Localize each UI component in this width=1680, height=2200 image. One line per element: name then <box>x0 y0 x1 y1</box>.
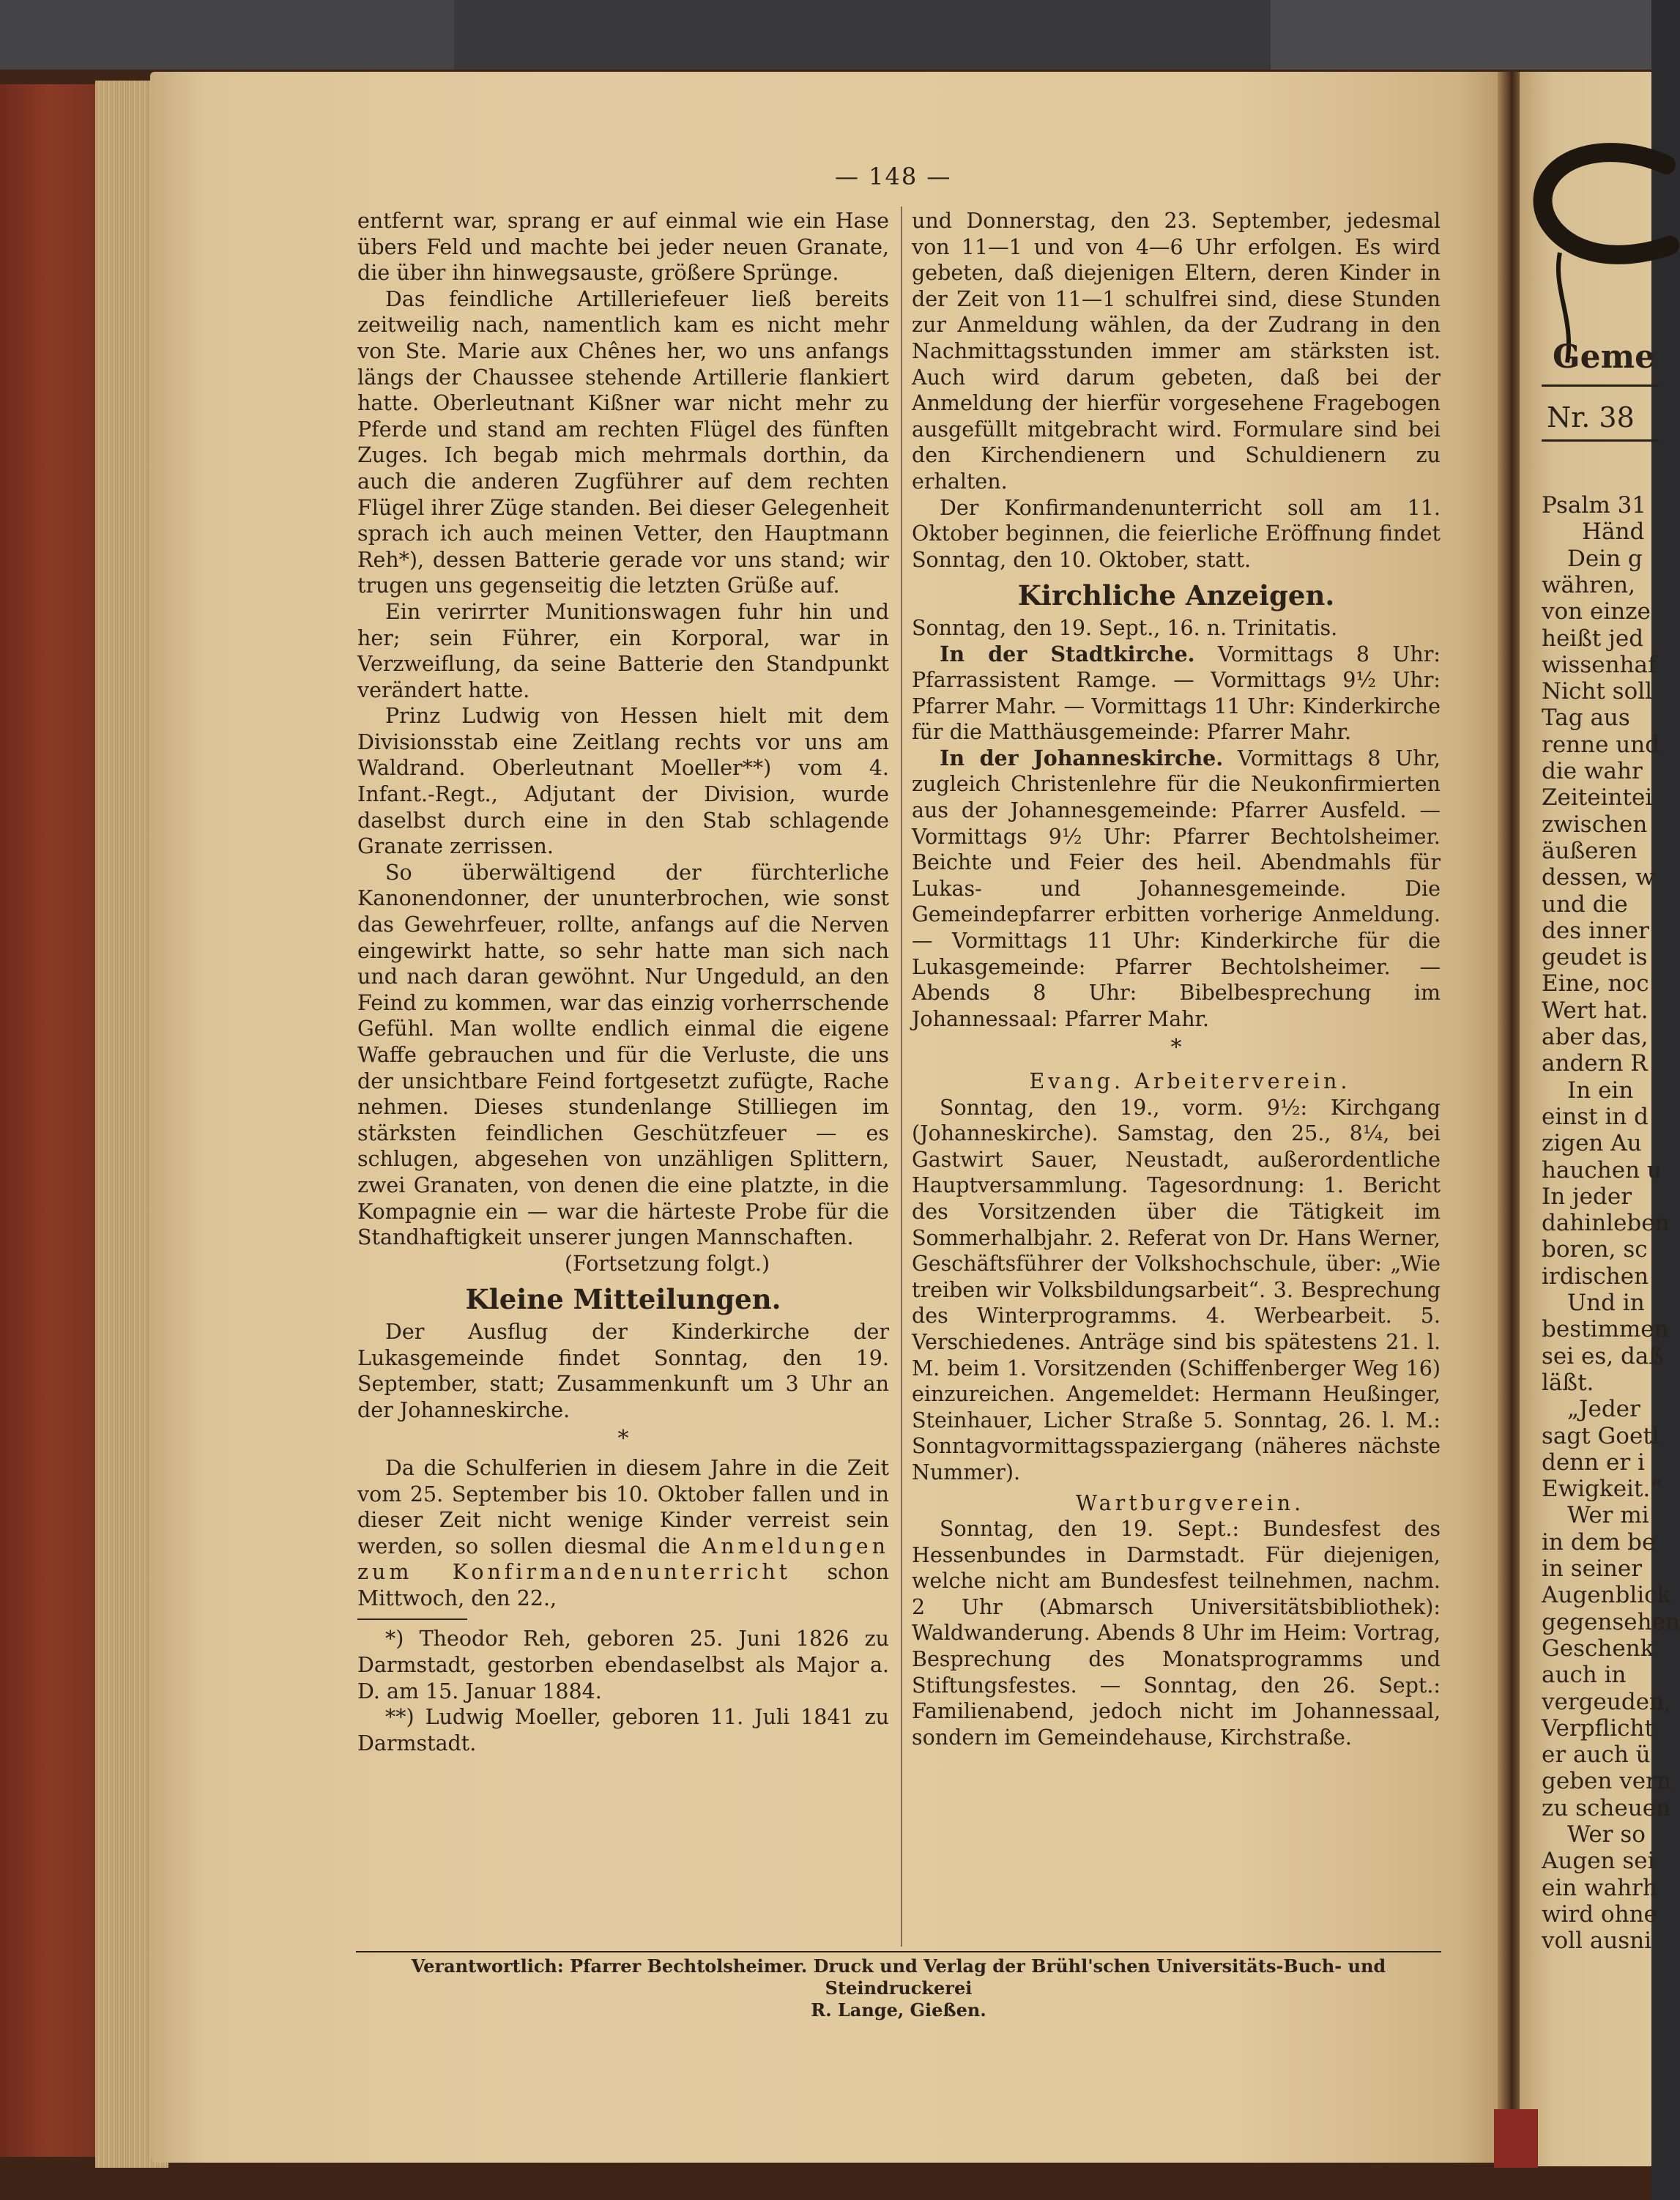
next-page-line: zwischen <box>1542 811 1648 838</box>
johanneskirche-entry <box>912 746 1441 1033</box>
johanneskirche-text: Vormittags 8 Uhr, zugleich Christenlehre für die Neukonfirmierten aus der Johannesgemeinde: Pfarrer Ausfeld. — Vormittags 9½ Uhr: Pfarrer Bechtolsheimer. Beichte und Feier des heil. Abendmahls für Lukas- und Johannesgemeinde. Die Gemeindepfarrer erbitten vorherige Anmeldung. — Vormittags 11 Uhr: Kinderkirche für die Lukasgemeinde: Pfarrer Bechtolsheimer. — Abends 8 Uhr: Bibelbesprechung im Johannessaal: Pfarrer Mahr. <box>912 746 1441 1031</box>
johanneskirche-label: In der Johanneskirche. <box>940 745 1224 770</box>
next-page-line: „Jeder <box>1567 1396 1640 1423</box>
imprint-rule <box>356 1951 1441 1952</box>
konfirmanden-continued: und Donnerstag, den 23. September, jedesmal von 11—1 und von 4—6 Uhr erfolgen. Es wird gebeten, daß diejenigen Eltern, deren Kinder in der Zeit von 11—1 schulfrei sind, diese Stunden zur Anmeldung wählen, da der Zudrang in den Nachmittagsstunden immer am stärksten ist. Auch wird darum gebeten, daß bei der Anmeldung der hierfür vorgesehene Fragebogen ausgefüllt mitgebracht wird. Formulare sind bei den Kirchendienern und Schuldienern zu erhalten. <box>912 209 1441 494</box>
next-page-line: Wer so <box>1567 1821 1646 1848</box>
stadtkirche-entry <box>912 642 1441 746</box>
page-number: — 148 — <box>835 163 952 190</box>
kirchliche-heading: Kirchliche Anzeigen. <box>1017 579 1335 612</box>
konfirmanden-start: Der Konfirmandenunterricht soll am 11. Oktober beginnen, die feierliche Eröffnung findet Sonntag, den 10. Oktober, statt. <box>912 495 1441 572</box>
next-page-rule-bottom <box>1542 439 1659 442</box>
next-page-line: gegensehen <box>1542 1608 1680 1635</box>
left-paragraph: Das feindliche Artilleriefeuer ließ bereits zeitweilig nach, namentlich kam es nicht mehr von Ste. Marie aux Chênes her, wo uns anfangs längs der Chaussee stehende Artillerie flankiert hatte. Oberleutnant Kißner war nicht mehr zu Pferde und stand am rechten Flügel des fünften Zuges. Ich begab mich mehrmals dorthin, da auch die anderen Zugführer auf dem rechten Flügel ihrer Züge standen. Bei dieser Gelegenheit sprach ich auch meinen Vetter, den Hauptmann Reh*), dessen Batterie gerade vor uns stand; wir trugen uns gegenseitig die letzten Grüße auf. <box>357 286 889 598</box>
next-page-line: aber das, <box>1542 1024 1649 1050</box>
footnote-1: *) Theodor Reh, geboren 25. Juni 1826 zu Darmstadt, gestorben ebendaselbst als Major a. D. am 15. Januar 1884. <box>357 1627 889 1703</box>
background-top <box>0 0 1651 73</box>
next-page-line: in dem be <box>1542 1528 1656 1556</box>
next-page-line: er auch ü <box>1542 1742 1651 1769</box>
next-page-line: Geschenk <box>1542 1635 1654 1662</box>
separator-star: * <box>617 1426 629 1452</box>
next-page-line: ein wahrh <box>1542 1874 1657 1901</box>
right-column <box>912 208 1441 1750</box>
kleine-paragraph-2 <box>357 1455 889 1612</box>
footnote-rule <box>357 1619 467 1620</box>
next-page-line: dahinleben <box>1542 1210 1670 1237</box>
next-page-line: wird ohne <box>1542 1900 1657 1928</box>
arbeiterverein-text: Sonntag, den 19., vorm. 9½: Kirchgang (Johanneskirche). Samstag, den 25., 8¼, bei Gastwirt Sauer, Neustadt, außerordentliche Hauptversammlung. Tagesordnung: 1. Bericht des Vorsitzenden über die Tätigkeit im Sommerhalbjahr. 2. Referat von Dr. Hans Werner, Geschäftsführer der Volkshochschule, über: „Wie treiben wir Volksbildungsarbeit“. 3. Besprechung des Winterprogramms. 4. Werbearbeit. 5. Verschiedenes. Anträge sind bis spätestens 21. l. M. beim 1. Vorsitzenden (Schiffenberger Weg 16) einzureichen. Angemeldet: Hermann Heußinger, Steinhauer, Licher Straße 5. Sonntag, 26. l. M.: Sonntagvormittagsspaziergang (näheres nächste Nummer). <box>912 1095 1441 1484</box>
next-page-line: vergeuden, <box>1542 1688 1671 1715</box>
next-page-line: Zeiteintei <box>1542 784 1653 811</box>
next-page-rule-top <box>1542 384 1659 387</box>
next-page-line: währen, <box>1542 571 1635 598</box>
next-page-line: Dein g <box>1567 545 1643 572</box>
footnote-2: **) Ludwig Moeller, geboren 11. Juli 1841 zu Darmstadt. <box>357 1705 889 1755</box>
left-paragraph: entfernt war, sprang er auf einmal wie ein Hase übers Feld und machte bei jeder neuen Granate, die über ihn hinwegsauste, größere Sprünge. <box>357 209 889 286</box>
next-page-line: Augen sei <box>1542 1848 1655 1875</box>
wartburgverein-text: Sonntag, den 19. Sept.: Bundesfest des Hessenbundes in Darmstadt. Für diejenigen, welche nicht am Bundesfest teilnehmen, nachm. 2 Uhr (Abmarsch Universitätsbibliothek): Waldwanderung. Abends 8 Uhr im Heim: Vortrag, Besprechung des Monatsprogramms und Stiftungsfestes. — Sonntag, den 26. Sept.: Familienabend, jedoch nicht im Johannessaal, sondern im Gemeindehause, Kirchstraße. <box>912 1517 1441 1750</box>
next-page-line: Eine, noc <box>1542 970 1649 997</box>
next-page-line: einst in d <box>1542 1103 1649 1130</box>
next-page-line: wissenhaf <box>1542 651 1657 678</box>
next-page-line: in seiner <box>1542 1556 1643 1582</box>
sunday-line: Sonntag, den 19. Sept., 16. n. Trinitatis. <box>912 615 1338 640</box>
next-page-line: von einze <box>1542 598 1651 625</box>
next-page-line: Tag aus <box>1542 705 1630 732</box>
left-paragraphs <box>357 208 889 1251</box>
next-page-line: heißt jed <box>1542 625 1644 652</box>
next-page-line: des inner <box>1542 917 1649 944</box>
next-page-line: sei es, daß <box>1542 1342 1665 1370</box>
imprint <box>356 1955 1441 2021</box>
next-page-line: läßt. <box>1542 1369 1594 1396</box>
next-page-line: Nicht soll <box>1542 678 1653 705</box>
left-paragraph: Prinz Ludwig von Hessen hielt mit dem Divisionsstab eine Zeitlang rechts vor uns am Waldrand. Oberleutnant Moeller**) vom 4. Infant.-Regt., Adjutant der Division, wurde daselbst durch eine in den Stab schlagende Granate zerrissen. <box>357 704 889 859</box>
next-page-line: äußeren <box>1542 837 1638 864</box>
next-page-line: dessen, w <box>1542 864 1655 891</box>
next-page-line: Psalm 31 <box>1542 492 1647 519</box>
next-page-line: hauchen u <box>1542 1156 1662 1183</box>
next-page-line: renne und <box>1542 731 1660 758</box>
left-paragraph: So überwältigend der fürchterliche Kanonendonner, der ununterbrochen, wie sonst das Gewehrfeuer, rollte, anfangs auf die Nerven eingewirkt hatte, so sehr hatte man sich nach und nach daran gewöhnt. Nur Ungeduld, an den Feind zu kommen, war das einzig vorherrschende Gefühl. Man wollte endlich einmal die eigene Waffe gebrauchen und für die Verluste, die uns der unsichtbare Feind fortgesetzt zufügte, Rache nehmen. Dieses stundenlange Stilliegen im stärksten feindlichen Geschützfeuer — es schlugen, abgesehen von unzähligen Splittern, zwei Granaten, von denen die eine platzte, in die Kompagnie ein — war die härteste Probe für die Standhaftigkeit unserer jungen Mannschaften. <box>357 860 889 1250</box>
arbeiterverein-heading: Evang. Arbeiterverein. <box>1029 1069 1351 1093</box>
continued-note: (Fortsetzung folgt.) <box>564 1251 770 1276</box>
next-page-line: sagt Goetl <box>1542 1422 1659 1449</box>
wartburgverein-heading: Wartburgverein. <box>1075 1490 1305 1515</box>
next-page-line: andern R <box>1542 1050 1648 1077</box>
next-page-line: Und in <box>1567 1290 1645 1316</box>
left-paragraph: Ein verirrter Munitionswagen fuhr hin und her; sein Führer, ein Korporal, war in Verzweiflung, da seine Batterie den Standpunkt verändert hatte. <box>357 599 889 702</box>
left-column <box>357 208 889 1756</box>
next-page-line: geudet is <box>1542 944 1648 971</box>
next-page-line: voll ausni <box>1542 1928 1652 1955</box>
kleine-p2-spaced: Anmeldungen zum Konfirmandenunterricht <box>357 1534 889 1585</box>
separator-star-2: * <box>1170 1035 1182 1061</box>
kleine-mitteilungen-heading: Kleine Mitteilungen. <box>465 1283 781 1316</box>
next-page-line: In ein <box>1567 1077 1634 1104</box>
next-page-line: irdischen <box>1542 1263 1649 1290</box>
next-page-line: auch in <box>1542 1662 1627 1689</box>
next-page-line: bestimmen <box>1542 1316 1669 1343</box>
next-page-line: Verpflicht <box>1542 1714 1654 1742</box>
next-page-line: Augenblick <box>1542 1582 1671 1609</box>
next-page-line: Ewigkeit.“ <box>1542 1476 1662 1503</box>
next-page-title: Geme <box>1553 338 1656 376</box>
next-page-line: Händ <box>1582 519 1645 546</box>
next-page-line: boren, sc <box>1542 1236 1648 1263</box>
cover-corner <box>1494 2109 1538 2168</box>
next-page-line: die wahr <box>1542 758 1643 784</box>
column-divider <box>901 207 902 1947</box>
imprint-line-2: R. Lange, Gießen. <box>811 1999 986 2021</box>
next-page-line: denn er i <box>1542 1449 1645 1476</box>
next-page-line: In jeder <box>1542 1183 1632 1210</box>
kleine-paragraph-1: Der Ausflug der Kinderkirche der Lukasgemeinde findet Sonntag, den 19. September, statt; Zusammenkunft um 3 Uhr an der Johanneskirche. <box>357 1319 889 1422</box>
next-page-number: Nr. 38 <box>1547 401 1635 434</box>
next-page-line: Wer mi <box>1567 1502 1649 1529</box>
stadtkirche-label: In der Stadtkirche. <box>940 641 1195 666</box>
stadtkirche-text: Vormittags 8 Uhr: Pfarrassistent Ramge. — Vormittags 9½ Uhr: Pfarrer Mahr. — Vormittags 11 Uhr: Kinderkirche für die Matthäusgemeinde: Pfarrer Mahr. <box>912 642 1441 745</box>
imprint-line-1: Verantwortlich: Pfarrer Bechtolsheimer. Druck und Verlag der Brühl'schen Universitäts-Buch- und Steindruckerei <box>411 1955 1386 1999</box>
kleine-p2-text-c: schon Mittwoch, den 22., <box>357 1560 889 1610</box>
next-page-line: geben vern <box>1542 1768 1671 1795</box>
next-page-line: zigen Au <box>1542 1130 1642 1157</box>
next-page-line: und die <box>1542 891 1628 918</box>
kleine-p2-text-a: Da die Schulferien in diesem Jahre in die Zeit vom 25. September bis 10. Oktober fallen und in dieser Zeit nicht wenige Kinder verreist sein werden, so sollen diesmal die <box>357 1455 889 1558</box>
next-page-line: zu scheuen <box>1542 1794 1671 1821</box>
next-page-line: Wert hat. <box>1542 997 1649 1024</box>
